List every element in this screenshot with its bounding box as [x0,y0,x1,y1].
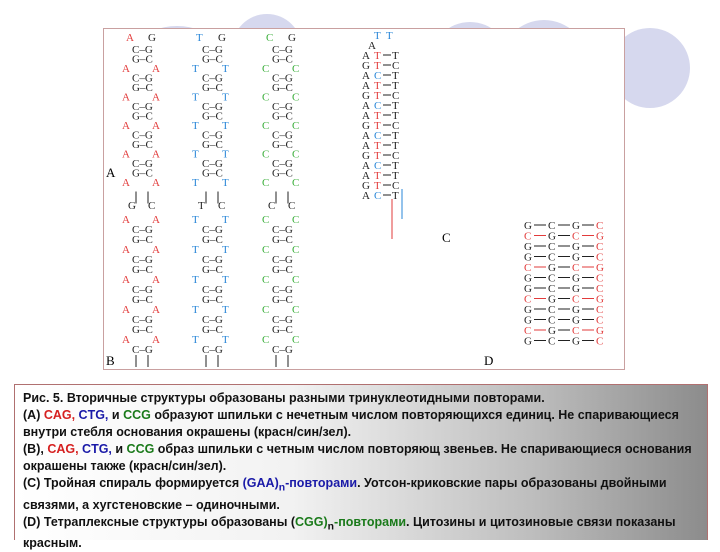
unpaired-base: C [292,120,299,132]
triplex-base: G [362,180,370,192]
quadruplex-base: G [548,262,556,274]
quadruplex-base: G [572,220,580,232]
unpaired-base: C [262,214,269,226]
unpaired-base: T [192,63,199,75]
base-pair: G–C [202,139,223,151]
quadruplex-base: C [548,220,555,232]
unpaired-base: T [222,177,229,189]
base-pair: C–G [132,101,153,113]
triplex-base: C [374,100,381,112]
triplex-base: T [374,50,381,62]
quadruplex-base: G [524,283,532,295]
unpaired-base: A [122,177,130,189]
triplex-base: A [368,40,376,52]
unpaired-base: C [262,304,269,316]
hairpin-loop-base: C [288,200,295,212]
triplex-base: A [362,170,370,182]
unpaired-base: A [122,244,130,256]
unpaired-base: T [222,63,229,75]
quadruplex-base: C [524,294,531,306]
quadruplex-base: G [524,273,532,285]
triplex-base: A [362,160,370,172]
base-pair: C–G [132,73,153,85]
unpaired-base: A [152,120,160,132]
quadruplex-base: C [548,273,555,285]
triplex-base: C [392,60,399,72]
quadruplex-base: C [596,252,603,264]
unpaired-base: T [192,244,199,256]
base-pair: G–C [202,168,223,180]
quadruplex-base: C [572,262,579,274]
unpaired-base: C [292,177,299,189]
unpaired-base: T [192,120,199,132]
quadruplex-base: G [548,231,556,243]
figure-drawing [104,29,624,369]
unpaired-base: C [292,149,299,161]
triplex-base: A [362,140,370,152]
unpaired-base: C [262,244,269,256]
quadruplex-base: C [548,304,555,316]
caption-c: (C) Тройная спираль формируется $(GAA)_n$-повторами. Уотсон-криковские пары образованы двойными связями, а хугстеновские – одиночными. [23,475,699,514]
triplex-base: A [362,100,370,112]
unpaired-base: A [122,63,130,75]
base-pair: C–G [272,101,293,113]
quadruplex-base: C [548,283,555,295]
unpaired-base: T [222,149,229,161]
unpaired-base: T [192,177,199,189]
hairpin-loop-base: G [148,32,156,44]
unpaired-base: A [152,177,160,189]
base-pair: C–G [132,130,153,142]
base-pair: G–C [272,234,293,246]
base-pair: C–G [202,73,223,85]
unpaired-base: A [122,214,130,226]
triplex-base: T [386,30,393,42]
quadruplex-base: G [524,304,532,316]
caption-d: (D) Тетраплексные структуры образованы $(CGG)_n$-повторами. Цитозины и цитозиновые связи показаны красным. [23,514,699,552]
triplex-base: A [362,80,370,92]
triplex-base: T [374,60,381,72]
unpaired-base: T [192,214,199,226]
panel-label-a: A [106,165,116,180]
quadruplex-base: G [548,325,556,337]
unpaired-base: T [222,92,229,104]
hairpin-loop-base: T [198,200,205,212]
quadruplex-base: G [524,252,532,264]
unpaired-base: A [122,92,130,104]
triplex-base: A [362,50,370,62]
quadruplex-base: C [548,252,555,264]
panel-label-d: D [484,353,493,368]
hairpin-loop-base: G [128,200,136,212]
hairpin-loop-base: A [126,32,134,44]
base-pair: G–C [132,111,153,123]
triplex-base: C [374,70,381,82]
quadruplex-base: C [572,294,579,306]
panel-label-b: B [106,353,115,368]
quadruplex-base: G [524,315,532,327]
base-pair: C–G [202,254,223,266]
base-pair: C–G [132,284,153,296]
unpaired-base: C [262,92,269,104]
quadruplex-base: G [548,294,556,306]
base-pair: C–G [272,130,293,142]
base-pair: C–G [202,224,223,236]
base-pair: G–C [272,54,293,66]
base-pair: C–G [132,314,153,326]
quadruplex-base: C [596,241,603,253]
triplex-base: G [362,150,370,162]
quadruplex-base: G [572,252,580,264]
base-pair: G–C [202,82,223,94]
base-pair: C–G [202,284,223,296]
base-pair: C–G [202,44,223,56]
base-pair: G–C [132,82,153,94]
triplex-base: T [392,100,399,112]
unpaired-base: C [262,120,269,132]
base-pair: G–C [132,324,153,336]
base-pair: G–C [132,234,153,246]
unpaired-base: C [292,92,299,104]
base-pair: C–G [132,224,153,236]
quadruplex-base: G [572,336,580,348]
unpaired-base: T [222,334,229,346]
triplex-base: T [374,120,381,132]
base-pair: C–G [132,44,153,56]
quadruplex-base: G [524,336,532,348]
unpaired-base: C [262,334,269,346]
quadruplex-base: G [596,325,604,337]
base-pair: C–G [272,254,293,266]
base-pair: C–G [132,158,153,170]
base-pair: C–G [272,224,293,236]
quadruplex-base: G [596,294,604,306]
triplex-base: A [362,110,370,122]
unpaired-base: T [192,149,199,161]
base-pair: C–G [272,158,293,170]
base-pair: G–C [132,264,153,276]
base-pair: C–G [272,44,293,56]
unpaired-base: C [292,214,299,226]
quadruplex-base: G [572,283,580,295]
triplex-base: C [392,90,399,102]
quadruplex-base: G [572,241,580,253]
unpaired-base: C [262,274,269,286]
base-pair: G–C [272,264,293,276]
base-pair: G–C [272,139,293,151]
caption-b: (B), CAG, CTG, и CCG образ шпильки с четным числом повторяющ звеньев. Не спаривающиеся основания окрашены также (красн/син/зел). [23,441,699,475]
triplex-base: T [392,80,399,92]
base-pair: C–G [272,284,293,296]
base-pair: G–C [132,294,153,306]
unpaired-base: A [152,214,160,226]
triplex-base: T [374,170,381,182]
unpaired-base: C [292,334,299,346]
quadruplex-base: C [572,231,579,243]
triplex-base: T [374,140,381,152]
base-pair: G–C [202,234,223,246]
quadruplex-base: C [596,283,603,295]
unpaired-base: T [192,334,199,346]
quadruplex-base: C [524,262,531,274]
base-pair: C–G [202,101,223,113]
base-pair: C–G [272,314,293,326]
triplex-base: G [362,90,370,102]
unpaired-base: C [292,63,299,75]
unpaired-base: C [292,304,299,316]
triplex-base: T [374,80,381,92]
triplex-base: T [374,30,381,42]
unpaired-base: C [292,274,299,286]
unpaired-base: A [122,334,130,346]
base-pair: G–C [202,294,223,306]
triplex-base: T [392,70,399,82]
quadruplex-base: G [572,304,580,316]
triplex-base: C [392,180,399,192]
quadruplex-base: C [596,273,603,285]
base-pair: G–C [132,168,153,180]
unpaired-base: A [152,244,160,256]
unpaired-base: A [152,304,160,316]
quadruplex-base: C [572,325,579,337]
hairpin-loop-base: T [196,32,203,44]
quadruplex-base: C [524,325,531,337]
quadruplex-base: G [572,315,580,327]
base-pair: C–G [202,314,223,326]
base-pair: G–C [202,54,223,66]
triplex-base: C [374,160,381,172]
base-pair: G–C [132,54,153,66]
triplex-base: A [362,190,370,202]
base-pair: C–G [272,73,293,85]
unpaired-base: T [222,214,229,226]
unpaired-base: T [222,304,229,316]
base-pair: G–C [202,324,223,336]
base-pair: G–C [272,324,293,336]
hairpin-loop-base: C [266,32,273,44]
quadruplex-base: G [524,241,532,253]
triplex-base: T [374,110,381,122]
unpaired-base: T [222,244,229,256]
triplex-base: C [392,120,399,132]
quadruplex-base: G [596,231,604,243]
hairpin-loop-base: C [268,200,275,212]
unpaired-base: A [152,274,160,286]
hairpin-loop-base: C [218,200,225,212]
base-pair: G–C [272,111,293,123]
structures-figure [103,28,625,370]
quadruplex-base: C [548,336,555,348]
triplex-base: T [392,140,399,152]
quadruplex-base: C [596,220,603,232]
base-pair: G–C [272,168,293,180]
quadruplex-base: C [548,315,555,327]
base-pair: C–G [132,344,153,356]
unpaired-base: T [192,274,199,286]
triplex-base: A [362,130,370,142]
unpaired-base: A [152,334,160,346]
base-pair: G–C [132,139,153,151]
caption-title: Рис. 5. Вторичные структуры образованы разными тринуклеотидными повторами. [23,390,699,407]
triplex-base: G [362,120,370,132]
unpaired-base: A [122,149,130,161]
unpaired-base: A [122,304,130,316]
triplex-base: T [392,110,399,122]
hairpin-loop-base: G [218,32,226,44]
triplex-base: C [374,130,381,142]
unpaired-base: C [262,149,269,161]
unpaired-base: T [192,92,199,104]
triplex-base: T [392,190,399,202]
quadruplex-base: G [524,220,532,232]
triplex-base: T [392,130,399,142]
quadruplex-base: C [596,304,603,316]
base-pair: C–G [202,130,223,142]
unpaired-base: T [192,304,199,316]
unpaired-base: C [262,177,269,189]
quadruplex-base: C [596,315,603,327]
base-pair: G–C [202,111,223,123]
triplex-base: T [374,150,381,162]
quadruplex-base: C [524,231,531,243]
triplex-base: T [374,180,381,192]
triplex-base: T [374,90,381,102]
panel-label-c: C [442,230,451,245]
figure-caption [14,384,708,540]
hairpin-loop-base: C [148,200,155,212]
base-pair: G–C [272,294,293,306]
triplex-base: C [374,190,381,202]
triplex-base: A [362,70,370,82]
quadruplex-base: G [596,262,604,274]
quadruplex-base: C [596,336,603,348]
triplex-base: T [392,170,399,182]
quadruplex-base: C [548,241,555,253]
base-pair: G–C [202,264,223,276]
base-pair: G–C [272,82,293,94]
base-pair: C–G [272,344,293,356]
unpaired-base: T [222,120,229,132]
caption-a: (A) CAG, CTG, и CCG образуют шпильки с нечетным числом повторяющихся единиц. Не спаривающиеся внутри стебля основания окрашены (красн/син/зел). [23,407,699,441]
unpaired-base: C [262,63,269,75]
unpaired-base: A [152,149,160,161]
quadruplex-base: G [572,273,580,285]
unpaired-base: T [222,274,229,286]
unpaired-base: A [152,92,160,104]
triplex-base: T [392,160,399,172]
base-pair: C–G [202,158,223,170]
triplex-base: T [392,50,399,62]
base-pair: C–G [132,254,153,266]
triplex-base: G [362,60,370,72]
base-pair: C–G [202,344,223,356]
unpaired-base: A [152,63,160,75]
triplex-base: C [392,150,399,162]
unpaired-base: A [122,274,130,286]
hairpin-loop-base: G [288,32,296,44]
unpaired-base: C [292,244,299,256]
unpaired-base: A [122,120,130,132]
